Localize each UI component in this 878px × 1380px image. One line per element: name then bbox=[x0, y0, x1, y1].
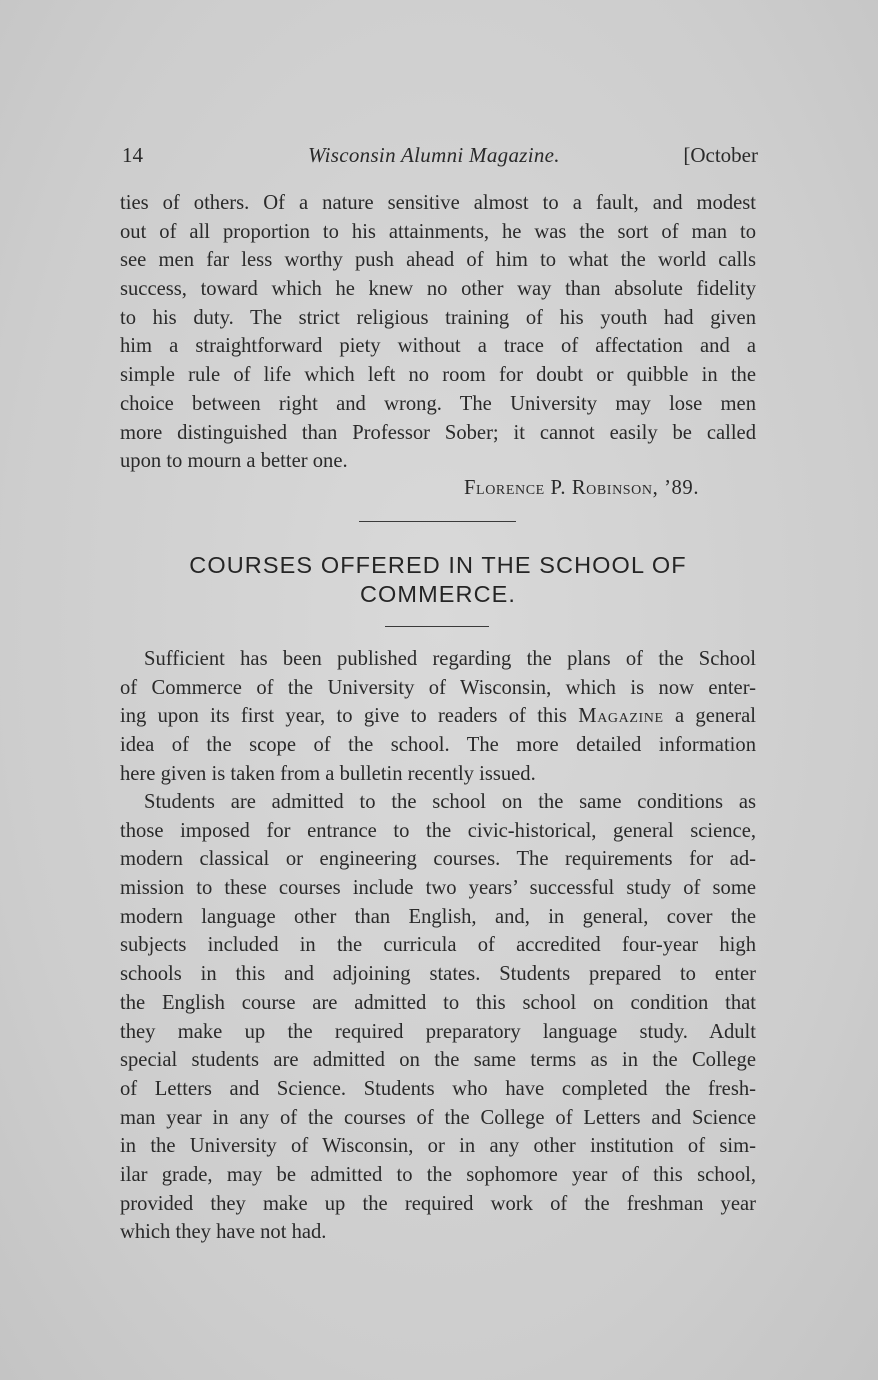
text-line: special students are admitted on the same terms as in the College bbox=[120, 1049, 756, 1072]
running-head bbox=[122, 143, 758, 171]
title-underline bbox=[385, 626, 489, 627]
magazine-name: Magazine bbox=[578, 705, 664, 728]
text-line: see men far less worthy push ahead of him to what the world calls bbox=[120, 249, 756, 272]
text-line: idea of the scope of the school. The more detailed information bbox=[120, 734, 756, 757]
page-number: 14 bbox=[122, 143, 143, 167]
article-paragraph-2 bbox=[120, 788, 756, 1247]
text-line-with-magazine bbox=[120, 702, 756, 731]
article-title-line-1: COURSES OFFERED IN THE SCHOOL OF bbox=[189, 552, 687, 578]
journal-title: Wisconsin Alumni Magazine. bbox=[308, 143, 560, 167]
article-paragraph-1 bbox=[120, 645, 756, 788]
text-fragment: a general bbox=[674, 705, 756, 728]
text-line: out of all proportion to his attainments, he was the sort of man to bbox=[120, 220, 756, 243]
text-line: to his duty. The strict religious training of his youth had given bbox=[120, 306, 756, 329]
text-line: the English course are admitted to this school on condition that bbox=[120, 991, 756, 1014]
text-line: subjects included in the curricula of accredited four-year high bbox=[120, 934, 756, 957]
text-line: modern language other than English, and, in general, cover the bbox=[120, 905, 756, 928]
text-line: here given is taken from a bulletin recently issued. bbox=[120, 762, 536, 785]
article-title-line-2: COMMERCE. bbox=[359, 581, 517, 607]
article-title bbox=[120, 551, 756, 609]
intro-paragraph bbox=[120, 189, 756, 476]
text-line: ties of others. Of a nature sensitive almost to a fault, and modest bbox=[120, 192, 756, 214]
text-line: schools in this and adjoining states. Students prepared to enter bbox=[120, 963, 756, 986]
text-line: in the University of Wisconsin, or in any other institution of sim- bbox=[120, 1135, 756, 1158]
text-line: Students are admitted to the school on the same conditions as bbox=[144, 791, 756, 813]
text-line: simple rule of life which left no room for doubt or quibble in the bbox=[120, 364, 756, 387]
text-line: more distinguished than Professor Sober; it cannot easily be called bbox=[120, 421, 756, 444]
section-divider bbox=[359, 521, 516, 522]
text-line: upon to mourn a better one. bbox=[120, 450, 348, 473]
text-fragment: ing upon its first year, to give to readers of this bbox=[120, 705, 567, 728]
text-line: choice between right and wrong. The University may lose men bbox=[120, 392, 756, 415]
text-line: which they have not had. bbox=[120, 1221, 327, 1244]
author-signature: Florence P. Robinson, ’89. bbox=[464, 477, 700, 499]
text-line: Sufficient has been published regarding the plans of the School bbox=[144, 648, 756, 670]
text-line: him a straightforward piety without a trace of affectation and a bbox=[120, 335, 756, 358]
text-line: of Commerce of the University of Wisconsin, which is now enter- bbox=[120, 676, 756, 699]
text-line: man year in any of the courses of the College of Letters and Science bbox=[120, 1106, 756, 1129]
text-line: success, toward which he knew no other way than absolute fidelity bbox=[120, 278, 756, 301]
text-line: they make up the required preparatory language study. Adult bbox=[120, 1020, 756, 1043]
text-line: of Letters and Science. Students who have completed the fresh- bbox=[120, 1077, 756, 1100]
text-line: those imposed for entrance to the civic-historical, general science, bbox=[120, 819, 756, 842]
text-line: provided they make up the required work of the freshman year bbox=[120, 1192, 756, 1215]
text-line: ilar grade, may be admitted to the sophomore year of this school, bbox=[120, 1163, 756, 1186]
issue-month: [October bbox=[683, 143, 758, 167]
text-line: mission to these courses include two years’ successful study of some bbox=[120, 877, 756, 900]
text-line: modern classical or engineering courses. The requirements for ad- bbox=[120, 848, 756, 871]
